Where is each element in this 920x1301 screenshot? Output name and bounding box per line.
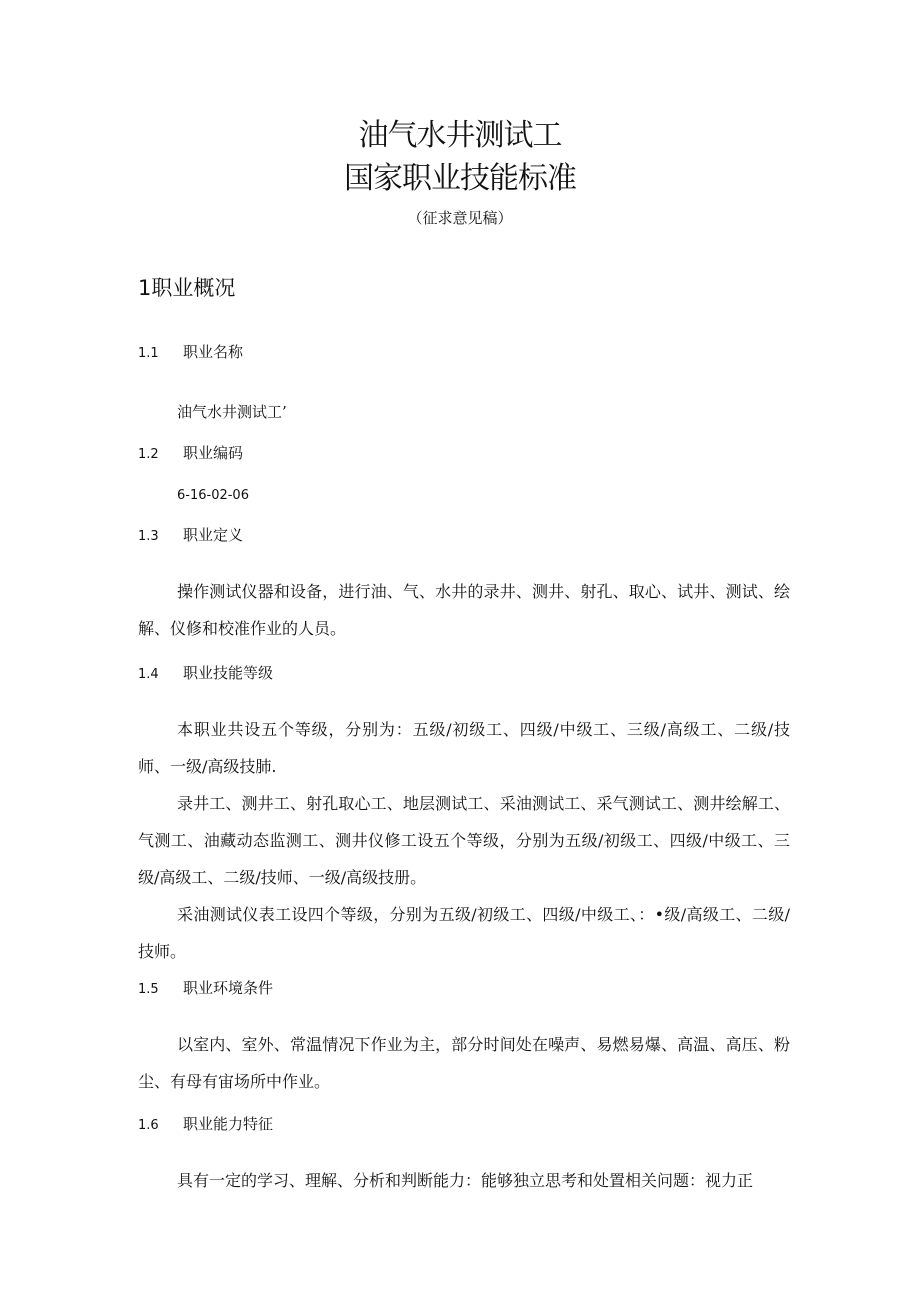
environment-paragraph: 以室内、室外、常温情况下作业为主，部分时间处在噪声、易燃易爆、高温、高压、粉尘、有母有宙场所中作业。 <box>138 1035 790 1091</box>
ability-paragraph: 具有一定的学习、理解、分析和判断能力：能够独立思考和处置相关问题：视力正 <box>177 1171 754 1190</box>
definition-paragraph: 操作测试仪器和设备，进行油、气、水井的录井、测井、射孔、取心、试井、测试、绘解、仪修和校准作业的人员。 <box>138 582 790 638</box>
section-heading-1-2 <box>138 442 243 463</box>
section-heading-1-3 <box>138 524 243 545</box>
levels-paragraph-1: 本职业共设五个等级，分别为：五级/初级工、四级/中级工、三级/高级工、二级/技师、一级/高级技肺. <box>138 720 790 776</box>
section-heading-1-5 <box>138 977 273 998</box>
section-number: 1.4 <box>138 667 159 682</box>
levels-paragraph-3: 采油测试仪表工设四个等级，分别为五级/初级工、四级/中级工、：•级/高级工、二级/技师。 <box>138 905 790 961</box>
doc-title-line2: 国家职业技能标准 <box>344 161 576 196</box>
section-label: 职业定义 <box>183 526 244 544</box>
section-heading-1-6 <box>138 1113 273 1134</box>
section-label: 职业能力特征 <box>183 1115 274 1133</box>
section-label: 职业环境条件 <box>183 979 274 997</box>
levels-paragraph-2: 录井工、测井工、射孔取心工、地层测试工、采油测试工、采气测试工、测井绘解工、气测工、油藏动态监测工、测井仪修工设五个等级，分别为五级/初级工、四级/中级工、三级/高级工、二级/技师、一级/高级技册。 <box>138 794 790 887</box>
section-number: 1.2 <box>138 447 159 462</box>
section-label: 职业名称 <box>183 343 244 361</box>
section-label: 职业技能等级 <box>183 664 274 682</box>
section-number: 1.6 <box>138 1118 159 1133</box>
chapter-heading: 1职业概况 <box>138 276 236 300</box>
doc-title-line1: 油气水井测试工 <box>358 118 562 153</box>
doc-subtitle: （征求意见稿） <box>407 209 513 227</box>
section-heading-1-4 <box>138 662 273 683</box>
occupation-name: 油气水井测试工’ <box>177 403 287 421</box>
occupation-code: 6-16-02-06 <box>177 488 249 503</box>
section-number: 1.3 <box>138 529 159 544</box>
section-heading-1-1 <box>138 341 243 362</box>
section-number: 1.1 <box>138 346 159 361</box>
section-label: 职业编码 <box>183 444 244 462</box>
section-number: 1.5 <box>138 982 159 997</box>
